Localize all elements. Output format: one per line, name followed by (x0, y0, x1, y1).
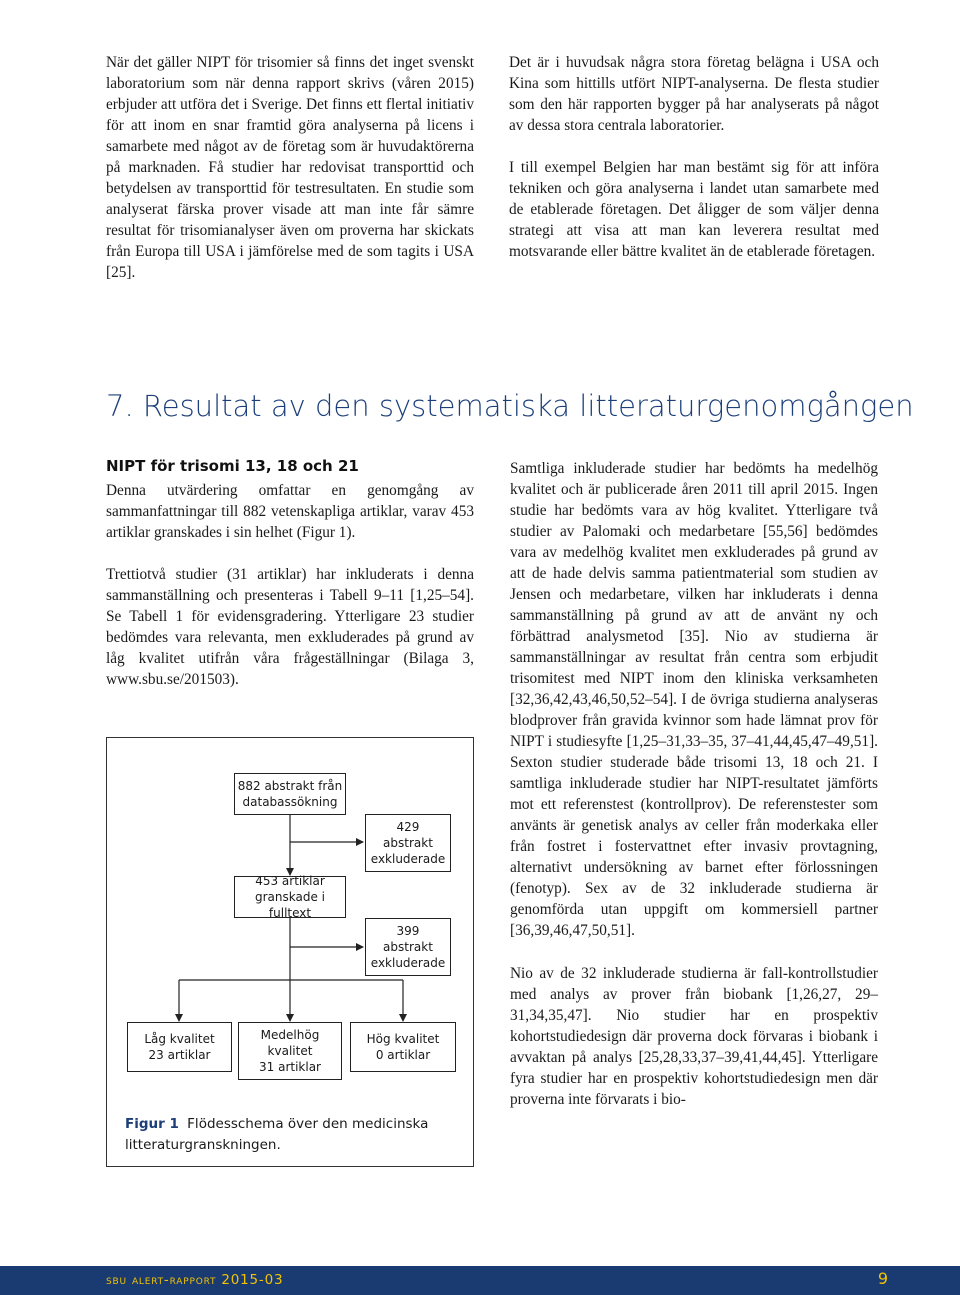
figure-caption-text: Flödesschema över den medicinska litteraturgranskningen. (125, 1116, 429, 1153)
footer-report-name: sbu alert-rapport 2015-03 (106, 1272, 284, 1288)
high-quality-box: Hög kvalitet 0 artiklar (350, 1022, 456, 1072)
top-left-column (106, 52, 474, 283)
figure-1-flowchart (106, 737, 474, 1167)
paragraph: Nio av de 32 inkluderade studierna är fall-kontrollstudier med analys av prover från biobank [1,26,27, 29–31,34,35,47]. Nio studier har en prospektiv kohortstudiedesign där proverna dock förvaras i biobank i avvaktan på analys [25,28,33,37–39,41,44,45]. Ytterligare fyra studier har en prospektiv kohortstudiedesign men där proverna inte förvarats i bio- (510, 965, 878, 1108)
page-number: 9 (877, 1269, 888, 1288)
figure-label: Figur 1 (125, 1116, 179, 1132)
body-left-column (106, 480, 474, 690)
medium-quality-box: Medelhög kvalitet 31 artiklar (238, 1022, 342, 1080)
paragraph: Denna utvärdering omfattar en genomgång av sammanfattningar till 882 vetenskapliga artiklar, varav 453 artiklar granskades i sin helhet (Figur 1). (106, 482, 474, 541)
excluded-fulltext-box: 399 abstrakt exkluderade (365, 918, 451, 976)
chapter-title: 7. Resultat av den systematiska litteraturgenomgången (106, 389, 914, 423)
page-footer (0, 1266, 960, 1295)
paragraph: När det gäller NIPT för trisomier så finns det inget svenskt laboratorium som när denna rapport skrivs (våren 2015) erbjuder att utföra det i Sverige. Det finns ett flertal initiativ för att inom en snar framtid göra analyserna på licens i samarbete med något av de företag som är huvudaktörerna på marknaden. Få studier har redovisat transporttid och betydelsen av transporttid för testresultaten. En studie som analyserat färska prover visade att man inte får sämre resultat för trisomianalyser även om proverna har skickats från Europa till USA i jämförelse med de som tagits i USA [25]. (106, 54, 474, 281)
low-quality-box: Låg kvalitet 23 artiklar (127, 1022, 232, 1072)
paragraph: Det är i huvudsak några stora företag belägna i USA och Kina som hittills utfört NIPT-analyserna. De flesta studier som den här rapporten bygger på har analyserats på något av dessa stora centrala laboratorier. (509, 54, 879, 134)
fulltext-box: 453 artiklar granskade i fulltext (234, 876, 346, 918)
section-heading: NIPT för trisomi 13, 18 och 21 (106, 457, 359, 475)
excluded-abstracts-box: 429 abstrakt exkluderade (365, 814, 451, 872)
abstracts-box: 882 abstrakt från databassökning (234, 773, 346, 815)
paragraph: Samtliga inkluderade studier har bedömts ha medelhög kvalitet och är publicerade åren 2011 till april 2015. Ingen studie har bedömts vara av hög kvalitet. Ytterligare två studier av Palomaki och medarbetare [55,56] bedömdes vara av medelhög kvalitet men exkluderades på grund av att de hade delvis samma patientmaterial som studien av Jensen och medarbetare, vilken har inkluderats i denna sammanställning på grund av att de använt ny och förbättrad analysmetod [35]. Nio av studierna är sammanställningar av resultat från centra som erbjudit trisomitest med NIPT inom den kliniska verksamheten [32,36,42,43,46,50,52–54]. I de övriga studierna analyseras blodprover från gravida kvinnor som hade lämnat prov för NIPT i studiesyfte [1,25–31,33–35, 37–41,44,45,47–49,51]. Sexton studier studerade både trisomi 13, 18 och 21. I samtliga inkluderade studier har NIPT-resultatet jämförts mot ett referenstest (kontrollprov). De referenstester som använts är genetisk analys av celler från moderkaka eller från fostret i fostervattnet efter invasiv provtagning, alternativt undersökning av barnet efter förlossningen (fenotyp). Sex av de 32 inkluderade studierna är genomförda utan uppgift om kommersiell partner [36,39,46,47,50,51]. (510, 460, 878, 939)
figure-caption (125, 1114, 455, 1156)
top-right-column (509, 52, 879, 262)
body-right-column (510, 458, 878, 1132)
paragraph: Trettiotvå studier (31 artiklar) har inkluderats i denna sammanställning och presenteras i Tabell 9–11 [1,25–54]. Se Tabell 1 för evidensgradering. Ytterligare 23 studier bedömdes vara relevanta, men exkluderades på grund av låg kvalitet utifrån våra frågeställningar (Bilaga 3, www.sbu.se/201503). (106, 566, 474, 688)
paragraph: I till exempel Belgien har man bestämt sig för att införa tekniken och göra analyserna i landet utan samarbete med de etablerade företagen. Det åligger de som väljer denna strategi att visa att man kan leverera resultat med motsvarande eller bättre kvalitet än de etablerade företagen. (509, 159, 879, 260)
